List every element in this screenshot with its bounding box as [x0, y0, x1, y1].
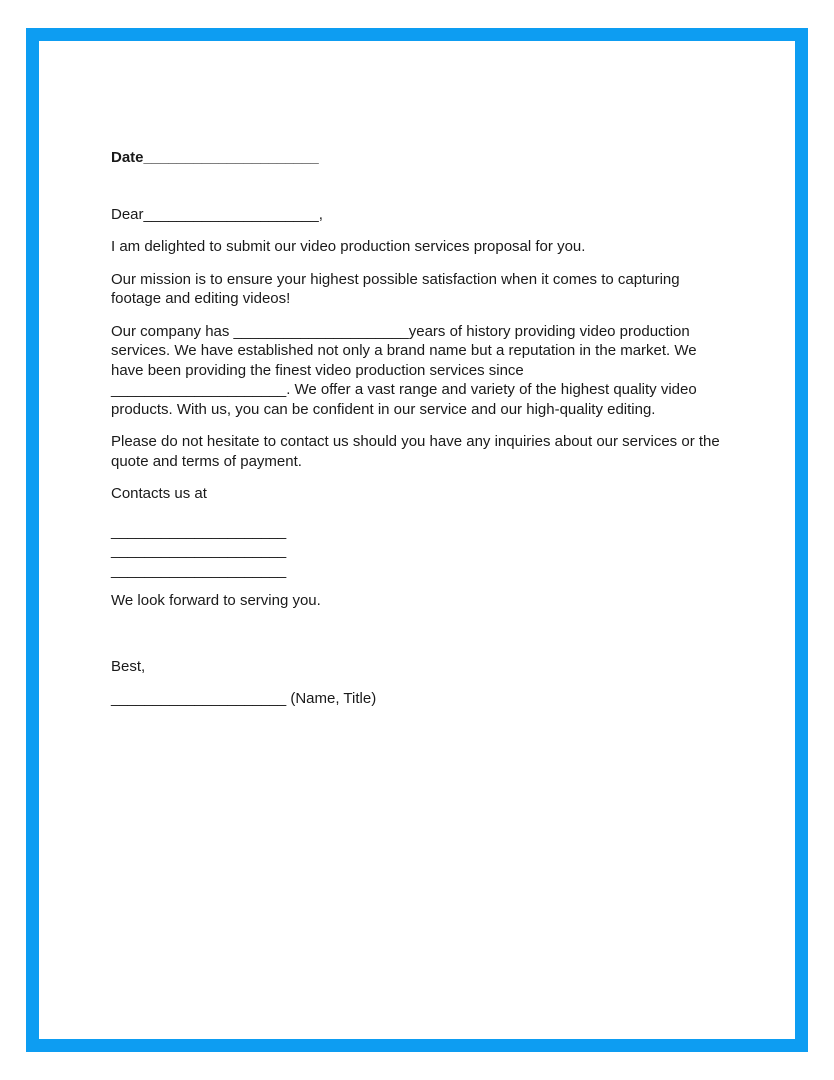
company-paragraph-part2: _____________________. We offer a vast range and variety of the highest quality video products. With us, you can be confident in our service and our high-quality editing.: [111, 381, 697, 418]
letter-body: [111, 148, 731, 709]
signature-line: _____________________ (Name, Title): [111, 690, 377, 707]
contact-line: _____________________: [111, 522, 287, 540]
contact-request-paragraph: Please do not hesitate to contact us should you have any inquiries about our services or the quote and terms of payment.: [111, 433, 720, 470]
closing-line: We look forward to serving you.: [111, 592, 321, 609]
contact-line: _____________________: [111, 542, 287, 559]
intro-paragraph: I am delighted to submit our video production services proposal for you.: [111, 238, 586, 255]
contact-line: _____________________: [111, 561, 287, 579]
date-line: Date_____________________: [111, 149, 319, 166]
mission-paragraph: Our mission is to ensure your highest possible satisfaction when it comes to capturing footage and editing videos!: [111, 270, 680, 307]
salutation-line: Dear_____________________,: [111, 205, 323, 223]
contacts-label: Contacts us at: [111, 485, 207, 502]
company-paragraph: [111, 322, 731, 420]
signoff: Best,: [111, 657, 146, 675]
company-paragraph-part1: Our company has _____________________years of history providing video production services. We have established not only a brand name but a reputation in the market. We have been providing the finest video production services since: [111, 322, 697, 379]
